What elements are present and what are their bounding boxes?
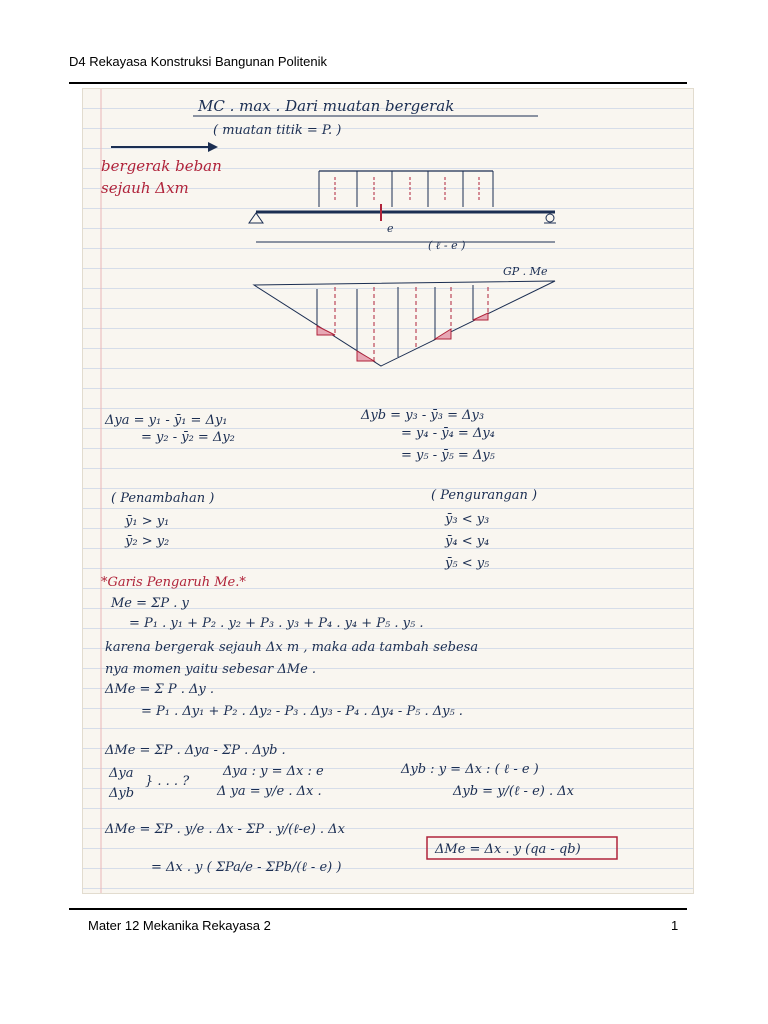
dme-eq-2: = P₁ . Δy₁ + P₂ . Δy₂ - P₃ . Δy₃ - P₄ . Δy₄ - P₅ . Δy₅ . [141,704,463,719]
explanation-line-2: nya momen yaitu sebesar ΔMe . [105,662,317,677]
final-eq-1: ΔMe = ΣP . y/e . Δx - ΣP . y/(ℓ-e) . Δx [105,822,345,837]
ratio-a-2: Δ ya = y/e . Δx . [217,784,322,799]
footer-course: Mater 12 Mekanika Rekayasa 2 [88,918,271,933]
pengurangan-2: ȳ₄ < y₄ [445,534,490,549]
dimension-l-minus-e: ( ℓ - e ) [428,239,466,252]
boxed-result: ΔMe = Δx . y (qa - qb) [435,842,581,857]
eq-dyb-2: = y₄ - ȳ₄ = Δy₄ [401,426,495,441]
arrow-right-icon [111,142,218,152]
dme-eq-1: ΔMe = Σ P . Δy . [105,682,215,697]
pengurangan-3: ȳ₅ < y₅ [445,556,490,571]
explanation-line-1: karena bergerak sejauh Δx m , maka ada tambah sebesa [105,640,479,655]
ratio-b-2: Δyb = y/(ℓ - e) . Δx [453,784,574,799]
notes-title: MC . max . Dari muatan bergerak [198,97,455,115]
header-rule [69,82,687,84]
final-eq-2: = Δx . y ( ΣPa/e - ΣPb/(ℓ - e) ) [151,860,342,875]
dimension-e: e [387,222,394,235]
ratio-b-1: Δyb : y = Δx : ( ℓ - e ) [401,762,539,777]
me-eq-2: = P₁ . y₁ + P₂ . y₂ + P₃ . y₃ + P₄ . y₄ + P₅ . y₅ . [129,616,424,631]
brace-question: } . . . ? [145,774,190,789]
penambahan-1: ȳ₁ > y₁ [125,514,170,529]
notes-drawing [83,89,693,893]
eq-dya-2: = y₂ - ȳ₂ = Δy₂ [141,430,235,445]
document-header: D4 Rekayasa Konstruksi Bangunan Politenik [69,54,327,69]
move-text-1: bergerak beban [101,157,222,175]
brace-dya: Δya [109,766,134,781]
move-text-2: sejauh Δxm [101,179,189,197]
page-number: 1 [671,918,679,933]
pengurangan-1: ȳ₃ < y₃ [445,512,490,527]
footer-rule [69,908,687,910]
eq-dyb-1: Δyb = y₃ - ȳ₃ = Δy₃ [361,408,485,423]
pengurangan-heading: ( Pengurangan ) [431,488,538,503]
dme-eq-3: ΔMe = ΣP . Δya - ΣP . Δyb . [105,743,286,758]
handwritten-notes-scan [83,89,693,893]
eq-dyb-3: = y₅ - ȳ₅ = Δy₅ [401,448,495,463]
ratio-a-1: Δya : y = Δx : e [223,764,324,779]
eq-dya-1: Δya = y₁ - ȳ₁ = Δy₁ [105,413,228,428]
penambahan-2: ȳ₂ > y₂ [125,534,170,549]
notes-subtitle: ( muatan titik = P. ) [213,123,342,138]
garis-pengaruh-heading: *Garis Pengaruh Me.* [101,575,246,590]
me-eq-1: Me = ΣP . y [111,596,189,611]
brace-dyb: Δyb [109,786,135,801]
penambahan-heading: ( Penambahan ) [111,491,215,506]
influence-line-label: GP . Me [503,265,548,278]
